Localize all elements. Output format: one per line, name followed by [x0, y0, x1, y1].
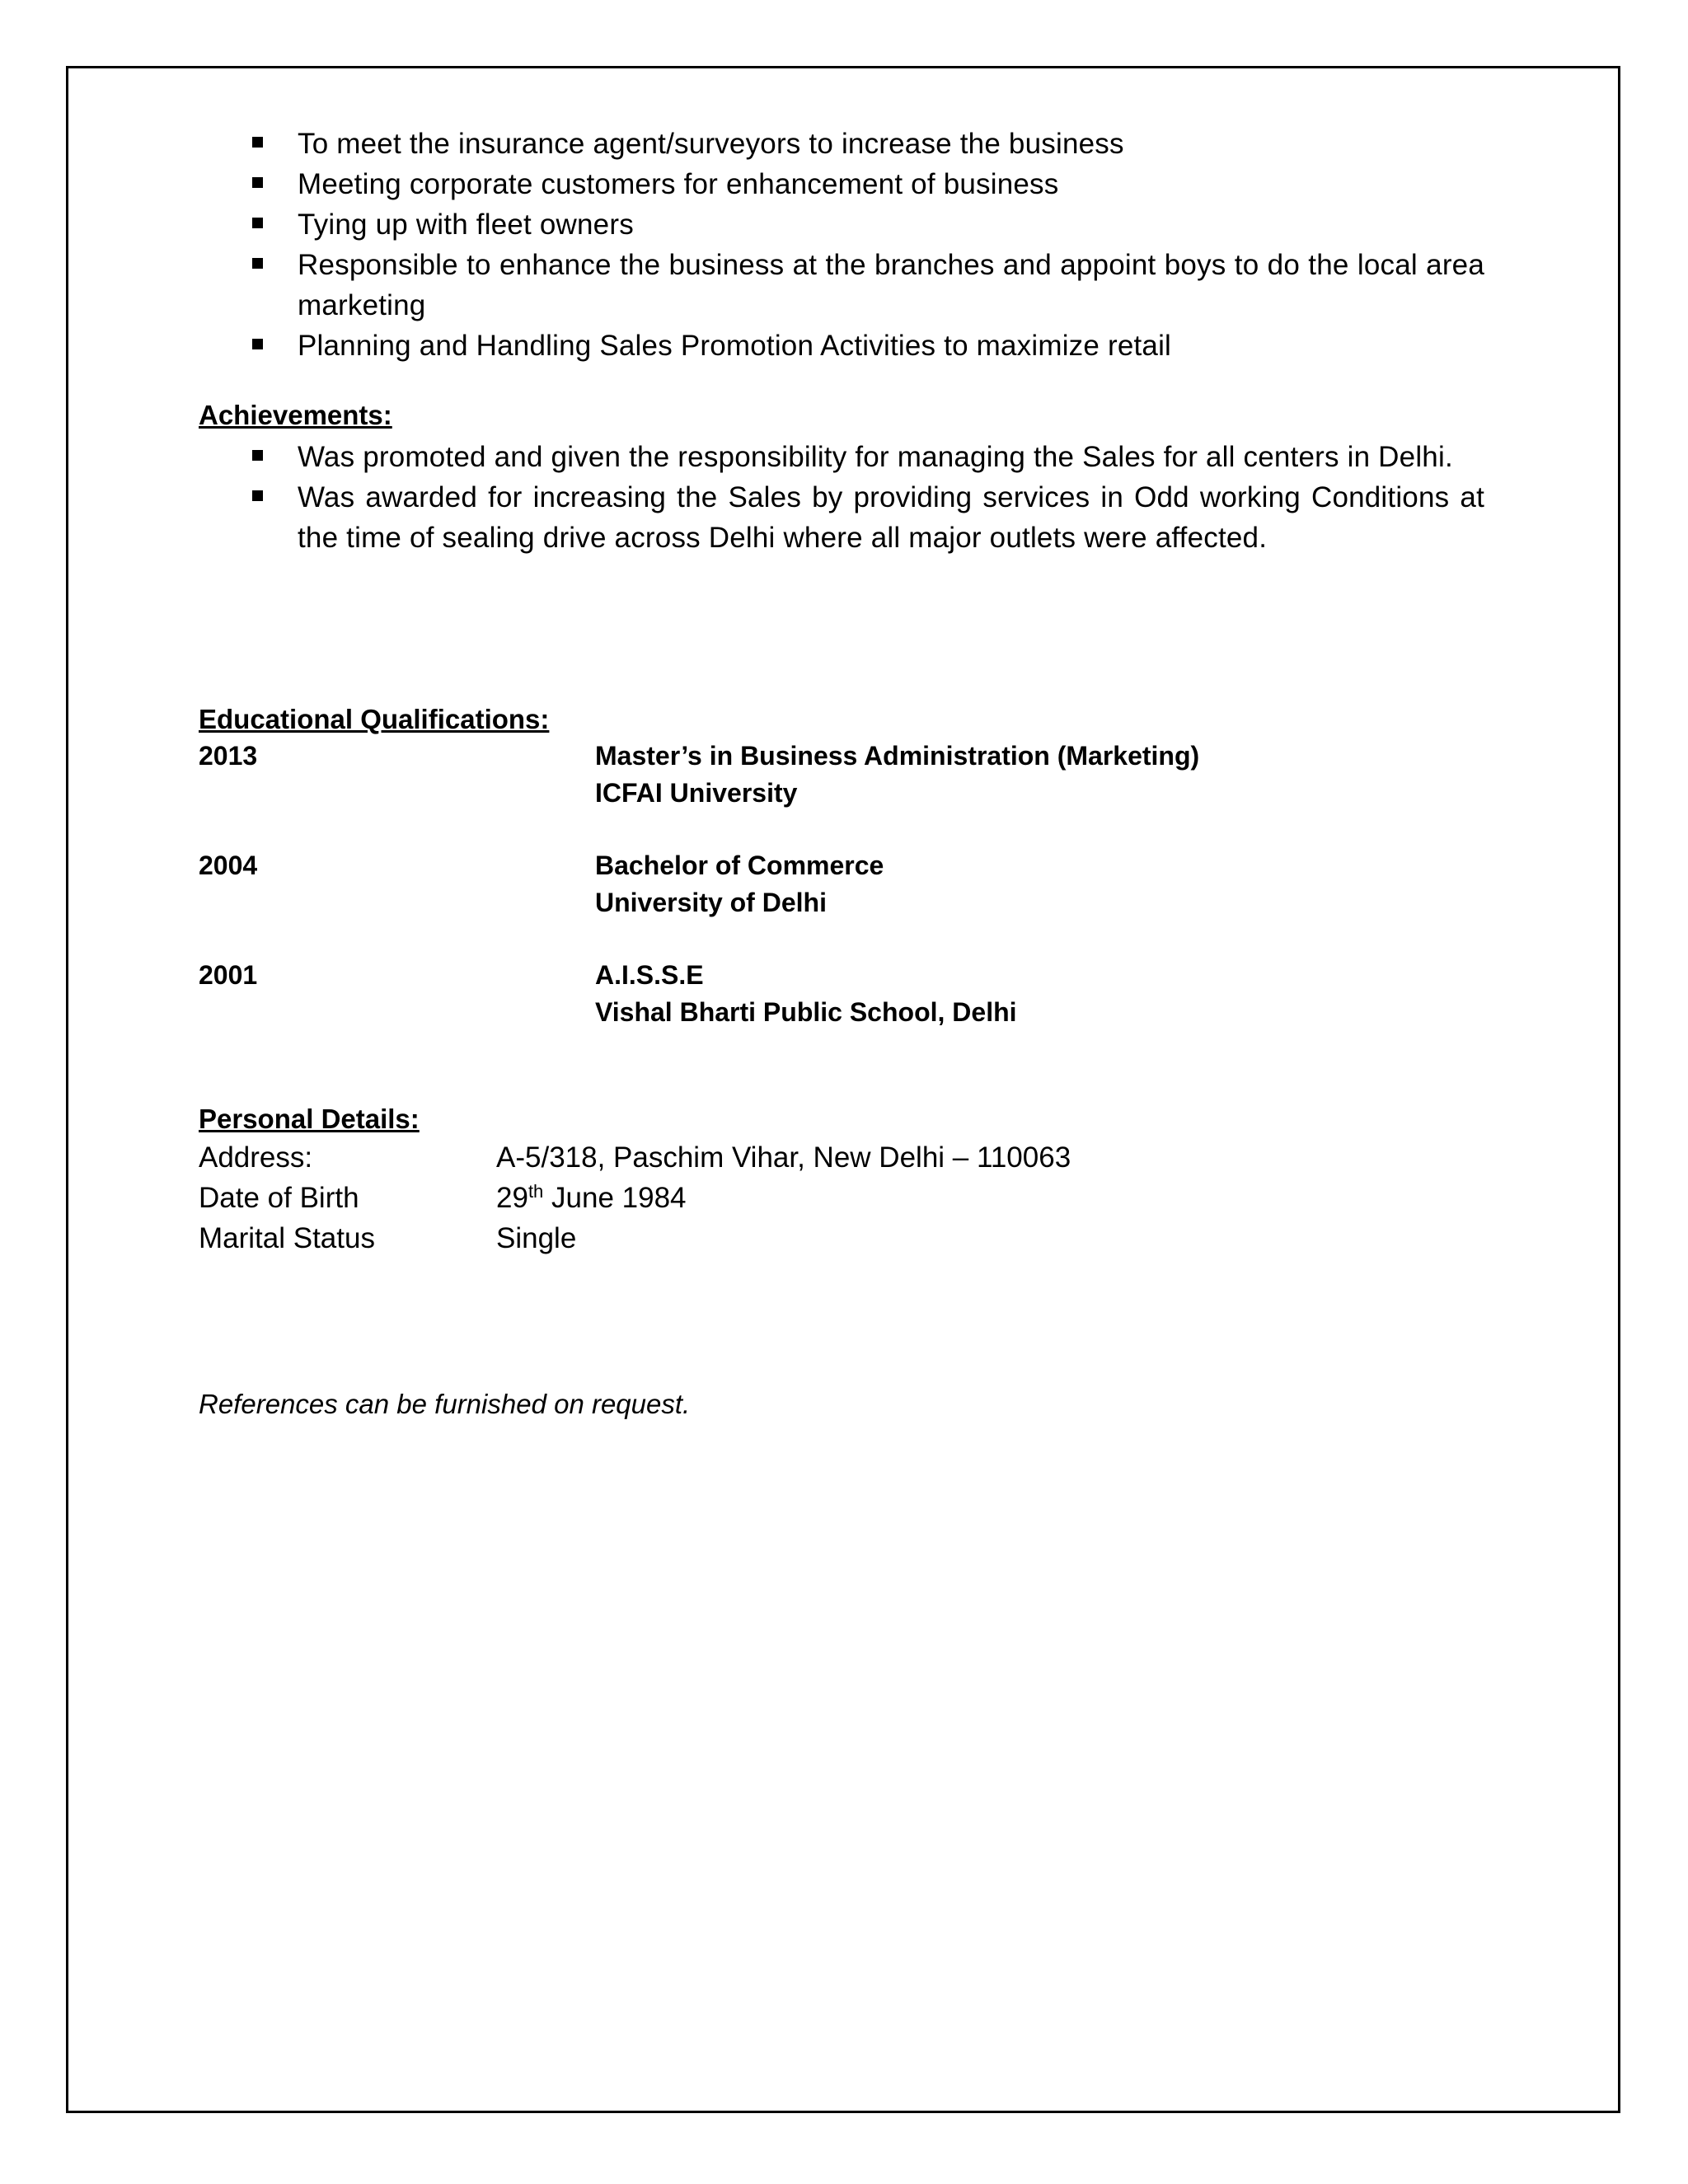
square-bullet-icon — [252, 177, 263, 188]
square-bullet-icon — [252, 490, 263, 501]
education-entry — [199, 847, 1484, 921]
marital-row — [199, 1218, 1484, 1258]
education-year: 2001 — [199, 960, 258, 990]
education-degree: Master’s in Business Administration (Marketing) — [595, 741, 1200, 771]
duty-item — [199, 204, 1484, 245]
duty-item — [199, 164, 1484, 204]
education-row — [199, 775, 1484, 812]
education-row — [199, 994, 1484, 1031]
achievement-item — [199, 437, 1484, 477]
duty-text: Planning and Handling Sales Promotion Activities to maximize retail — [298, 330, 1172, 362]
dob-label: Date of Birth — [199, 1182, 359, 1214]
dob-suffix: th — [528, 1181, 544, 1202]
duty-text: Responsible to enhance the business at the branches and appoint boys to do the local area marketing — [298, 249, 1484, 321]
duty-item — [199, 326, 1484, 366]
achievement-text: Was awarded for increasing the Sales by providing services in Odd working Conditions at the time of sealing drive across Delhi where all major outlets were affected. — [298, 481, 1484, 554]
achievement-text: Was promoted and given the responsibility for managing the Sales for all centers in Delhi. — [298, 441, 1453, 473]
achievement-item — [199, 477, 1484, 558]
education-institution: Vishal Bharti Public School, Delhi — [595, 997, 1017, 1027]
education-row — [199, 957, 1484, 994]
education-year: 2004 — [199, 851, 258, 880]
address-row — [199, 1137, 1484, 1178]
personal-details-heading: Personal Details: — [199, 1104, 420, 1134]
duty-text: Meeting corporate customers for enhancement of business — [298, 168, 1059, 200]
education-entry — [199, 957, 1484, 1031]
duty-text: To meet the insurance agent/surveyors to increase the business — [298, 128, 1124, 160]
square-bullet-icon — [252, 218, 263, 228]
education-year: 2013 — [199, 741, 258, 771]
education-institution: ICFAI University — [595, 778, 798, 808]
square-bullet-icon — [252, 137, 263, 148]
dob-rest: June 1984 — [543, 1182, 687, 1214]
dob-value — [496, 1178, 687, 1218]
resume-content — [199, 124, 1484, 1450]
duty-item — [199, 124, 1484, 164]
education-institution: University of Delhi — [595, 888, 827, 917]
address-label: Address: — [199, 1141, 313, 1174]
dob-row — [199, 1178, 1484, 1218]
square-bullet-icon — [252, 339, 263, 349]
education-entry — [199, 738, 1484, 812]
achievements-list — [199, 437, 1484, 558]
dob-day: 29 — [496, 1182, 528, 1214]
education-heading: Educational Qualifications: — [199, 704, 550, 734]
square-bullet-icon — [252, 258, 263, 269]
achievements-heading: Achievements: — [199, 400, 392, 430]
marital-label: Marital Status — [199, 1222, 375, 1254]
address-value: A-5/318, Paschim Vihar, New Delhi – 110063 — [496, 1141, 1071, 1174]
references-note: References can be furnished on request. — [199, 1389, 691, 1419]
education-row — [199, 847, 1484, 884]
education-row — [199, 738, 1484, 775]
duty-text: Tying up with fleet owners — [298, 209, 634, 241]
education-row — [199, 884, 1484, 921]
marital-value: Single — [496, 1222, 577, 1254]
education-degree: A.I.S.S.E — [595, 960, 704, 990]
duties-list — [199, 124, 1484, 366]
education-degree: Bachelor of Commerce — [595, 851, 884, 880]
square-bullet-icon — [252, 450, 263, 461]
duty-item — [199, 245, 1484, 326]
